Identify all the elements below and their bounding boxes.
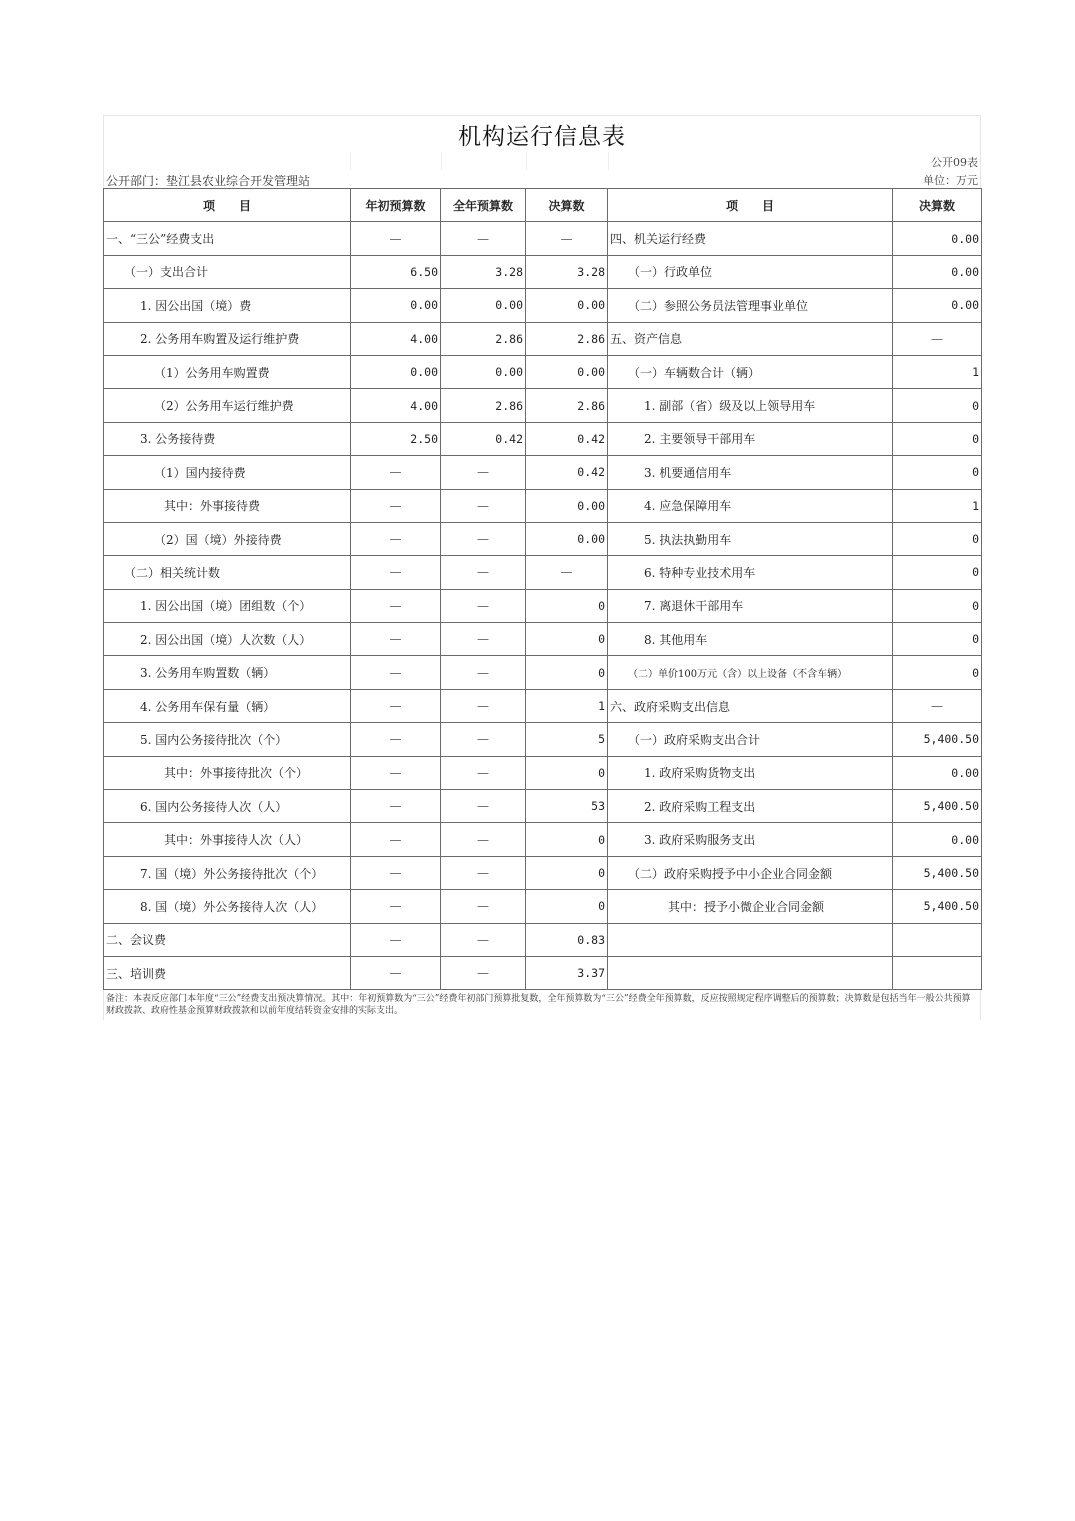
row-item-label: （2）国（境）外接待费 [104,522,351,555]
row-item-label-right: 3. 机要通信用车 [608,456,893,489]
row-final-accounts: 53 [526,790,608,823]
department-row [103,170,981,188]
row-full-year-budget: 2.86 [441,389,526,422]
row-item-label-right: 3. 政府采购服务支出 [608,823,893,856]
row-full-year-budget: — [441,522,526,555]
table-row [104,723,982,756]
row-final-accounts: 0 [526,856,608,889]
table-row [104,790,982,823]
table-row [104,856,982,889]
row-item-label: 其中：外事接待批次（个） [104,756,351,789]
row-item-label-right: 4. 应急保障用车 [608,489,893,522]
row-initial-budget: 0.00 [351,355,441,388]
row-full-year-budget: — [441,723,526,756]
table-row [104,355,982,388]
title-row [103,115,981,152]
row-initial-budget: — [351,522,441,555]
row-full-year-budget: — [441,756,526,789]
table-row [104,389,982,422]
row-final-right: — [893,322,982,355]
row-full-year-budget: — [441,222,526,255]
row-item-label: 一、“三公”经费支出 [104,222,351,255]
row-final-accounts: — [526,222,608,255]
row-final-right: 1 [893,355,982,388]
row-final-right: 0.00 [893,289,982,322]
row-final-accounts: 0 [526,890,608,923]
operation-info-table [103,188,982,990]
row-initial-budget: — [351,656,441,689]
row-initial-budget: 4.00 [351,322,441,355]
row-final-accounts: 0 [526,756,608,789]
row-item-label-right: （二）政府采购授予中小企业合同金额 [608,856,893,889]
row-item-label: 三、培训费 [104,956,351,989]
row-final-accounts: 0 [526,656,608,689]
row-item-label: 其中：外事接待费 [104,489,351,522]
row-full-year-budget: — [441,556,526,589]
row-item-label: 二、会议费 [104,923,351,956]
row-item-label-right: （二）单价100万元（含）以上设备（不含车辆） [608,656,893,689]
row-final-right [893,923,982,956]
row-final-accounts: 0.00 [526,289,608,322]
row-initial-budget: 4.00 [351,389,441,422]
row-item-label-right: 2. 政府采购工程支出 [608,790,893,823]
table-row [104,756,982,789]
row-final-accounts: 3.28 [526,255,608,288]
table-row [104,489,982,522]
row-item-label: （二）相关统计数 [104,556,351,589]
row-initial-budget: — [351,823,441,856]
row-final-right [893,956,982,989]
row-item-label-right: 1. 政府采购货物支出 [608,756,893,789]
row-final-accounts: 2.86 [526,389,608,422]
row-final-accounts: 0.00 [526,489,608,522]
header-final-right: 决算数 [893,189,982,222]
row-item-label-right: 五、资产信息 [608,322,893,355]
row-item-label: 其中：外事接待人次（人） [104,823,351,856]
row-initial-budget: 2.50 [351,422,441,455]
row-final-accounts: 2.86 [526,322,608,355]
row-initial-budget: 0.00 [351,289,441,322]
row-item-label-right: 6. 特种专业技术用车 [608,556,893,589]
row-initial-budget: — [351,222,441,255]
row-initial-budget: — [351,489,441,522]
row-item-label: 3. 公务接待费 [104,422,351,455]
row-full-year-budget: — [441,656,526,689]
table-row [104,823,982,856]
table-row [104,322,982,355]
row-item-label-right: 8. 其他用车 [608,623,893,656]
table-row [104,689,982,722]
table-row [104,890,982,923]
row-item-label-right: 7. 离退休干部用车 [608,589,893,622]
page-title: 机构运行信息表 [458,123,626,150]
row-initial-budget: — [351,923,441,956]
row-item-label-right: （一）政府采购支出合计 [608,723,893,756]
row-final-right: 0 [893,556,982,589]
row-final-accounts: 5 [526,723,608,756]
row-item-label-right: （一）车辆数合计（辆） [608,355,893,388]
row-final-right: 0 [893,623,982,656]
row-final-right: 0.00 [893,823,982,856]
row-item-label: 4. 公务用车保有量（辆） [104,689,351,722]
table-row [104,923,982,956]
row-full-year-budget: — [441,456,526,489]
row-full-year-budget: — [441,890,526,923]
row-full-year-budget: 3.28 [441,255,526,288]
row-final-right: 5,400.50 [893,790,982,823]
row-full-year-budget: — [441,790,526,823]
row-final-right: 0 [893,522,982,555]
row-item-label-right [608,956,893,989]
form-number-row [103,152,981,170]
row-item-label: （1）公务用车购置费 [104,355,351,388]
header-item-right: 项 目 [608,189,893,222]
row-full-year-budget: — [441,489,526,522]
table-row [104,289,982,322]
row-final-right: 5,400.50 [893,890,982,923]
row-item-label-right: 六、政府采购支出信息 [608,689,893,722]
row-final-accounts: — [526,556,608,589]
row-full-year-budget: — [441,823,526,856]
table-row [104,522,982,555]
row-item-label-right: （一）行政单位 [608,255,893,288]
table-row [104,623,982,656]
row-final-accounts: 1 [526,689,608,722]
row-initial-budget: — [351,589,441,622]
row-full-year-budget: 2.86 [441,322,526,355]
row-item-label: （1）国内接待费 [104,456,351,489]
table-row [104,456,982,489]
row-initial-budget: — [351,790,441,823]
header-final-accounts: 决算数 [526,189,608,222]
row-final-right: 0 [893,589,982,622]
row-item-label: 2. 公务用车购置及运行维护费 [104,322,351,355]
row-item-label: 8. 国（境）外公务接待人次（人） [104,890,351,923]
table-row [104,556,982,589]
table-header-row [104,189,982,222]
row-item-label: 7. 国（境）外公务接待批次（个） [104,856,351,889]
row-item-label: 5. 国内公务接待批次（个） [104,723,351,756]
header-item: 项 目 [104,189,351,222]
row-final-right: 0.00 [893,222,982,255]
row-item-label: （一）支出合计 [104,255,351,288]
row-final-right: 0.00 [893,756,982,789]
row-final-accounts: 0 [526,589,608,622]
row-final-accounts: 3.37 [526,956,608,989]
row-final-right: 1 [893,489,982,522]
row-initial-budget: 6.50 [351,255,441,288]
header-initial-budget: 年初预算数 [351,189,441,222]
row-full-year-budget: — [441,689,526,722]
row-initial-budget: — [351,856,441,889]
report-sheet [103,115,981,1020]
row-item-label-right: 2. 主要领导干部用车 [608,422,893,455]
row-full-year-budget: — [441,956,526,989]
row-item-label-right: 四、机关运行经费 [608,222,893,255]
row-final-right: — [893,689,982,722]
row-final-accounts: 0.42 [526,422,608,455]
unit-label: 单位：万元 [923,174,978,187]
footnote: 备注：本表反应部门本年度“三公”经费支出预决算情况。其中：年初预算数为“三公”经费年初部门预算批复数，全年预算数为“三公”经费全年预算数，反应按照规定程序调整后的预算数；决算数是包括当年一般公共预算财政拨款、政府性基金预算财政拨款和以前年度结转资金安排的实际支出。 [103,990,981,1020]
row-item-label: 6. 国内公务接待人次（人） [104,790,351,823]
row-initial-budget: — [351,556,441,589]
row-final-accounts: 0 [526,623,608,656]
row-final-right: 5,400.50 [893,723,982,756]
row-final-right: 0 [893,422,982,455]
table-row [104,422,982,455]
table-row [104,255,982,288]
form-number: 公开09表 [931,156,978,169]
row-final-right: 0 [893,456,982,489]
row-initial-budget: — [351,756,441,789]
row-final-right: 0 [893,389,982,422]
row-item-label: 1. 因公出国（境）团组数（个） [104,589,351,622]
row-item-label: 1. 因公出国（境）费 [104,289,351,322]
row-final-right: 0 [893,656,982,689]
row-item-label-right: （二）参照公务员法管理事业单位 [608,289,893,322]
row-initial-budget: — [351,723,441,756]
row-final-accounts: 0.83 [526,923,608,956]
row-final-accounts: 0.00 [526,355,608,388]
table-row [104,956,982,989]
row-full-year-budget: 0.00 [441,355,526,388]
row-full-year-budget: 0.00 [441,289,526,322]
row-initial-budget: — [351,890,441,923]
row-full-year-budget: — [441,623,526,656]
row-initial-budget: — [351,456,441,489]
row-item-label: 3. 公务用车购置数（辆） [104,656,351,689]
table-row [104,589,982,622]
row-final-accounts: 0.00 [526,522,608,555]
row-full-year-budget: — [441,923,526,956]
row-full-year-budget: 0.42 [441,422,526,455]
header-full-year-budget: 全年预算数 [441,189,526,222]
row-item-label-right: 5. 执法执勤用车 [608,522,893,555]
row-item-label: （2）公务用车运行维护费 [104,389,351,422]
row-final-accounts: 0 [526,823,608,856]
row-final-accounts: 0.42 [526,456,608,489]
row-full-year-budget: — [441,856,526,889]
row-item-label-right [608,923,893,956]
row-initial-budget: — [351,956,441,989]
row-initial-budget: — [351,689,441,722]
table-row [104,656,982,689]
row-item-label-right: 1. 副部（省）级及以上领导用车 [608,389,893,422]
row-item-label: 2. 因公出国（境）人次数（人） [104,623,351,656]
department-label: 公开部门：垫江县农业综合开发管理站 [106,174,311,188]
row-full-year-budget: — [441,589,526,622]
row-final-right: 5,400.50 [893,856,982,889]
row-final-right: 0.00 [893,255,982,288]
row-item-label-right: 其中：授予小微企业合同金额 [608,890,893,923]
table-row [104,222,982,255]
row-initial-budget: — [351,623,441,656]
